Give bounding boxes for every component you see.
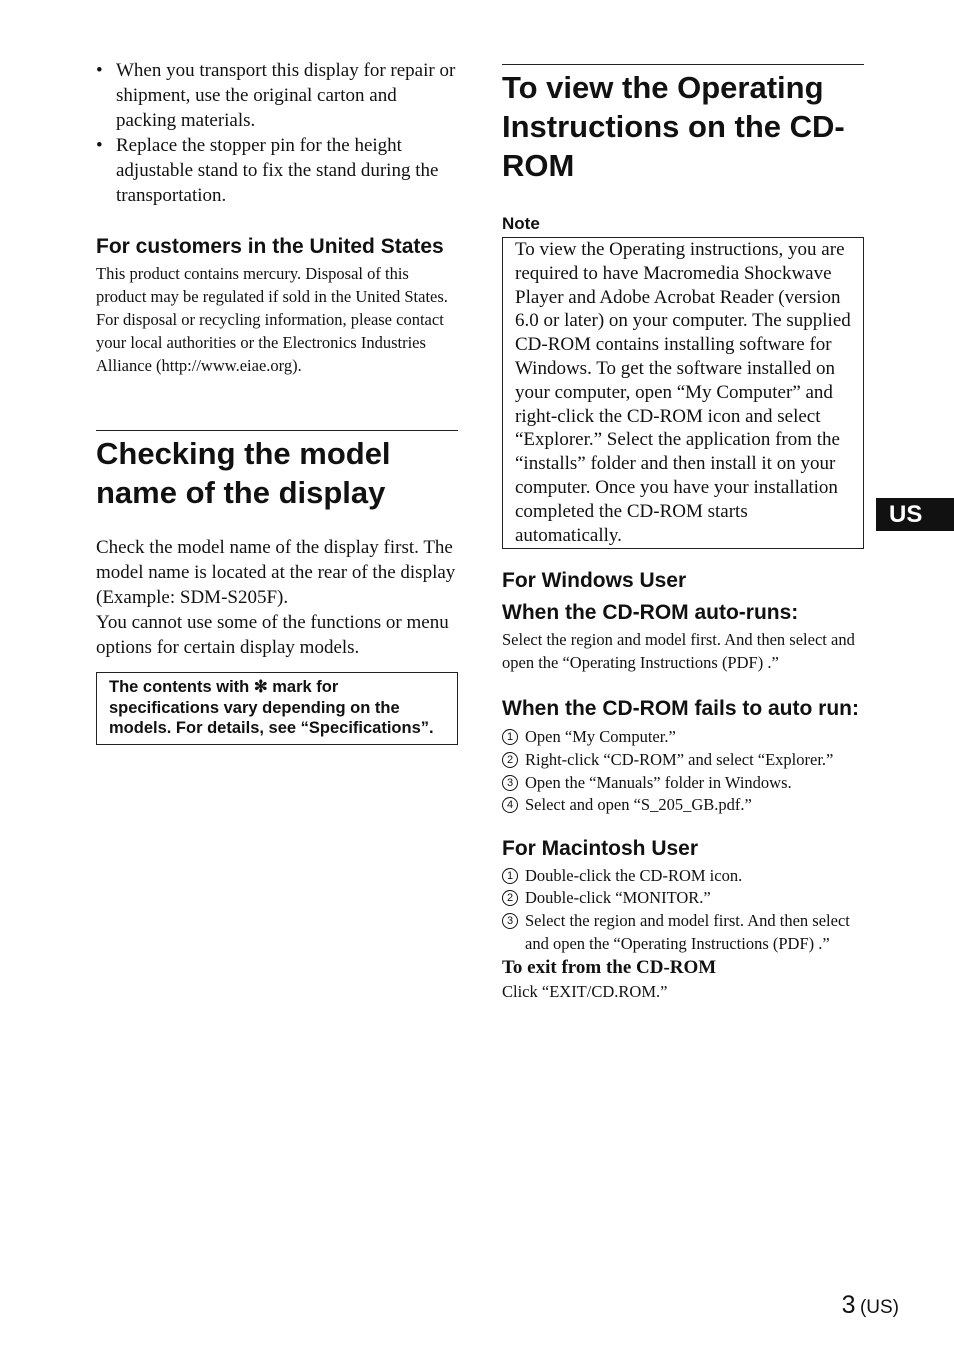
circled-number-icon: 2 <box>502 752 518 768</box>
fails-heading: When the CD-ROM fails to auto run: <box>502 697 859 721</box>
circled-number-icon: 1 <box>502 729 518 745</box>
page-number-value: 3 <box>841 1291 856 1319</box>
bullet-item: • Replace the stopper pin for the height adjustable stand to fix the stand during the transportation. <box>96 135 439 206</box>
step-item: 4 Select and open “S_205_GB.pdf.” <box>502 794 864 817</box>
note-label: Note <box>502 214 540 233</box>
autorun-text: Select the region and model first. And then select and open the “Operating Instructions (PDF) .” <box>502 630 855 673</box>
note-text: To view the Operating instructions, you are required to have Macromedia Shockwave Player and Adobe Acrobat Reader (version 6.0 or later) on your computer. The supplied CD-ROM contains installing software for Windows. To get the software installed on your computer, open “My Computer” and right-click the CD-ROM icon and select “Explorer.” Select the application from the “installs” folder and then install it on your computer. Once you have your installation completed the CD-ROM starts automatically. <box>515 239 851 546</box>
operating-instructions-header <box>502 64 864 185</box>
bullet-item: • When you transport this display for repair or shipment, use the original carton and packing materials. <box>96 60 456 131</box>
bullet-icon: • <box>96 135 103 156</box>
customers-text: This product contains mercury. Disposal of this product may be regulated if sold in the United States. For disposal or recycling information, please contact your local authorities or the Electronics Industries Alliance (http://www.eiae.org). <box>96 264 448 375</box>
circled-number-icon: 4 <box>502 797 518 813</box>
exit-heading: To exit from the CD-ROM <box>502 957 717 979</box>
fails-steps-list <box>502 726 864 816</box>
step-item: 2 Right-click “CD-ROM” and select “Explorer.” <box>502 749 864 772</box>
circled-number-icon: 2 <box>502 890 518 906</box>
checking-heading: Checking the model name of the display <box>96 436 391 510</box>
bullet-icon: • <box>96 60 103 81</box>
customers-heading: For customers in the United States <box>96 235 444 258</box>
step-item: 1 Open “My Computer.” <box>502 726 864 749</box>
step-item: 3 Open the “Manuals” folder in Windows. <box>502 772 864 795</box>
checking-section-header <box>96 430 458 512</box>
checking-text-1: Check the model name of the display first. The model name is located at the rear of the display (Example: SDM-S205F). <box>96 537 456 608</box>
mac-steps-list <box>502 865 864 955</box>
circled-number-icon: 3 <box>502 775 518 791</box>
page-number-suffix: (US) <box>859 1297 899 1318</box>
macintosh-user-heading: For Macintosh User <box>502 836 699 860</box>
specifications-note-text: The contents with ✻ mark for specifications vary depending on the models. For details, see “Specifications”. <box>109 678 434 737</box>
note-box <box>502 237 864 549</box>
autorun-heading: When the CD-ROM auto-runs: <box>502 601 799 625</box>
windows-user-heading: For Windows User <box>502 569 687 593</box>
step-item: 3 Select the region and model first. And then select and open the “Operating Instructions (PDF) .” <box>502 910 864 955</box>
checking-text-2: You cannot use some of the functions or menu options for certain display models. <box>96 612 449 658</box>
exit-text: Click “EXIT/CD.ROM.” <box>502 982 668 1002</box>
specifications-note-box <box>96 672 458 745</box>
circled-number-icon: 3 <box>502 913 518 929</box>
operating-instructions-heading: To view the Operating Instructions on the CD-ROM <box>502 70 845 183</box>
transport-bullet-list <box>96 58 458 208</box>
step-item: 1 Double-click the CD-ROM icon. <box>502 865 864 888</box>
right-column <box>502 64 864 1003</box>
step-item: 2 Double-click “MONITOR.” <box>502 887 864 910</box>
page-number <box>842 1291 899 1320</box>
circled-number-icon: 1 <box>502 868 518 884</box>
left-column <box>96 58 458 745</box>
region-tab: US <box>876 498 954 531</box>
